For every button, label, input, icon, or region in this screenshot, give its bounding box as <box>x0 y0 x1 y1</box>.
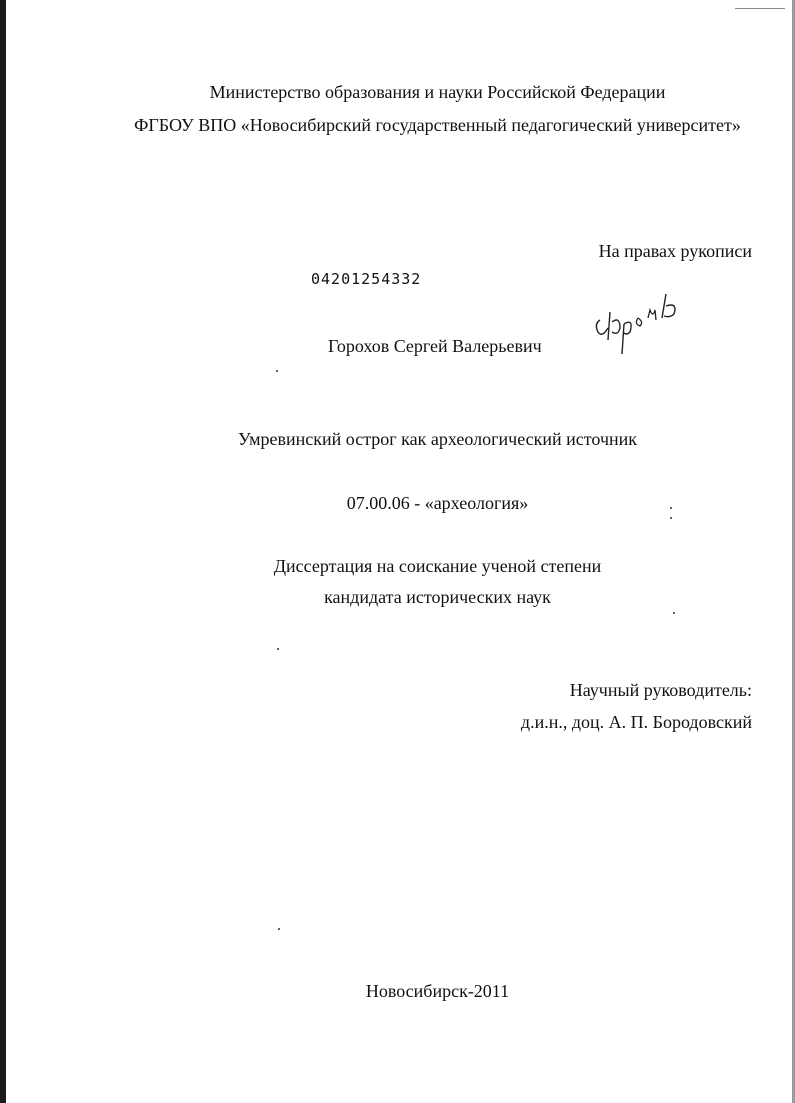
manuscript-note: На правах рукописи <box>598 241 752 261</box>
author-name: Горохов Сергей Валерьевич <box>328 336 542 356</box>
scan-speck <box>670 517 672 519</box>
scan-edge-left <box>0 0 6 1103</box>
scan-top-mark <box>735 0 785 9</box>
scan-speck <box>276 370 278 372</box>
supervisor-label: Научный руководитель: <box>569 680 752 700</box>
scan-speck <box>670 507 672 509</box>
degree-line-2: кандидата исторических наук <box>324 587 551 607</box>
scan-speck <box>673 612 675 614</box>
place-year: Новосибирск-2011 <box>365 981 510 1001</box>
scan-speck <box>278 928 280 930</box>
registration-number: 04201254332 <box>311 270 422 288</box>
specialty-code: 07.00.06 - «археология» <box>346 493 529 513</box>
supervisor-name: д.и.н., доц. А. П. Бородовский <box>520 712 752 732</box>
dissertation-title: Умревинский острог как археологический источник <box>237 429 638 449</box>
author-signature <box>590 288 690 360</box>
scan-speck <box>277 648 279 650</box>
ministry-heading: Министерство образования и науки Российской Федерации <box>209 82 666 102</box>
university-heading: ФГБОУ ВПО «Новосибирский государственный педагогический университет» <box>134 115 741 135</box>
degree-line-1: Диссертация на соискание ученой степени <box>273 556 602 576</box>
